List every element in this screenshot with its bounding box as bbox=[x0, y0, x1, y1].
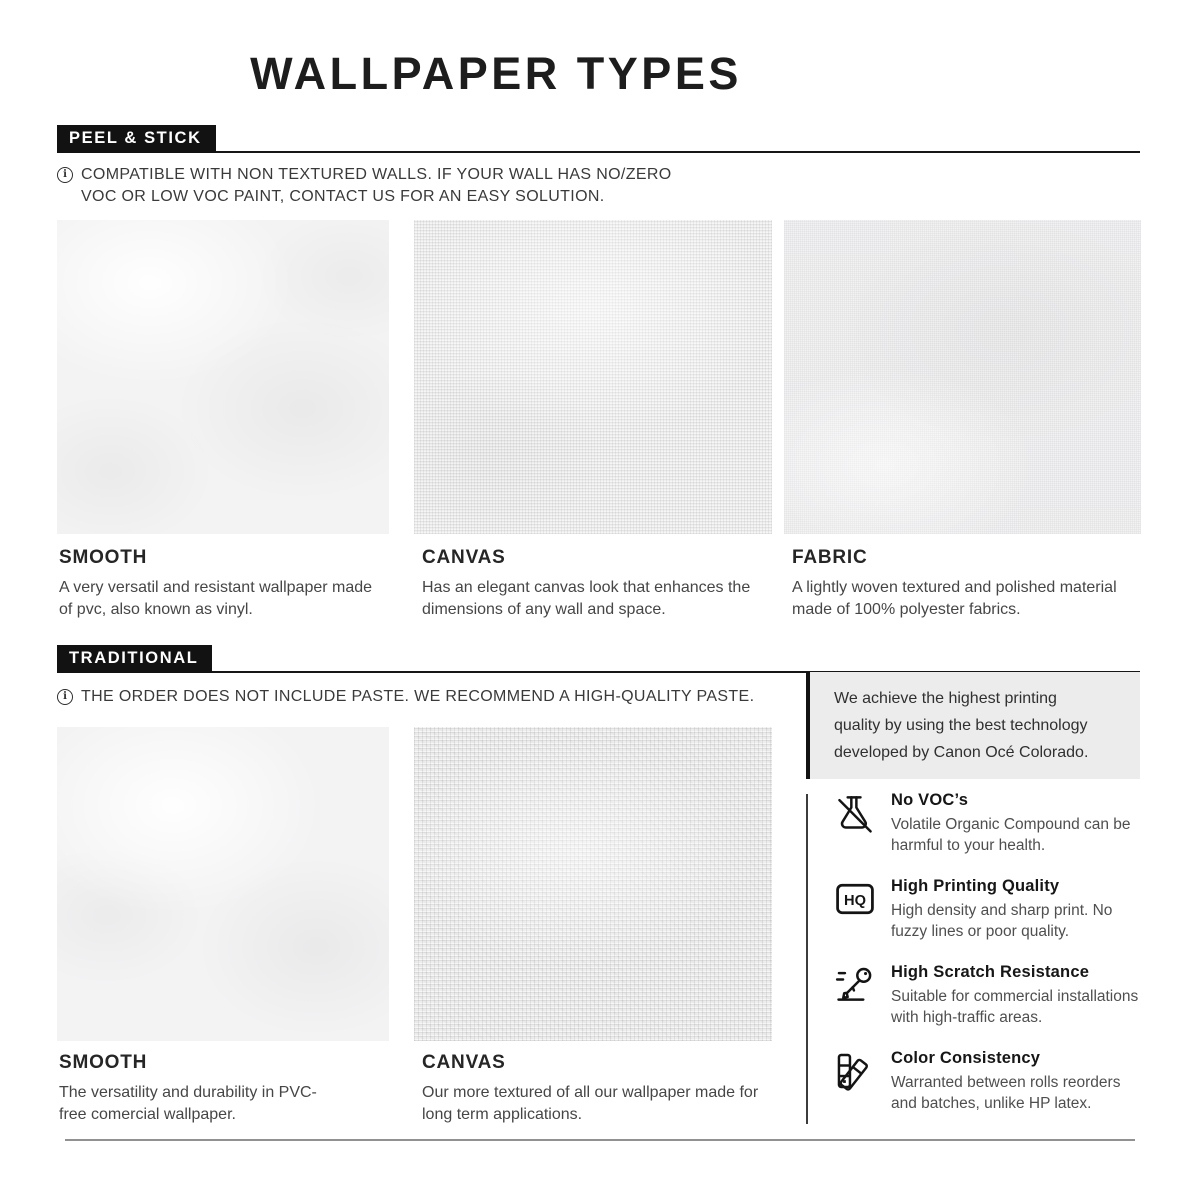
printing-quality-quote bbox=[806, 672, 1140, 779]
feature-description: Volatile Organic Compound can be harmful to your health. bbox=[891, 816, 1131, 854]
svg-text:HQ: HQ bbox=[844, 892, 866, 909]
feature-text bbox=[891, 876, 1142, 942]
traditional-section-label: TRADITIONAL bbox=[57, 645, 212, 673]
quote-line: quality by using the best technology bbox=[834, 717, 1088, 734]
swatch-description: A very versatil and resistant wallpaper made of pvc, also known as vinyl. bbox=[59, 579, 373, 618]
traditional-canvas-caption bbox=[422, 1052, 774, 1125]
feature-text bbox=[891, 790, 1142, 856]
peel-stick-canvas-swatch-image bbox=[414, 220, 772, 534]
info-icon: i bbox=[57, 689, 73, 705]
swatch-title: FABRIC bbox=[792, 547, 868, 568]
swatch-description: Has an elegant canvas look that enhances the dimensions of any wall and space. bbox=[422, 579, 751, 618]
peel-stick-note-text bbox=[81, 164, 672, 208]
feature-text bbox=[891, 1048, 1142, 1114]
swatch-title: SMOOTH bbox=[59, 1052, 148, 1073]
peel-stick-smooth-caption bbox=[59, 547, 389, 620]
features-divider-line bbox=[806, 794, 808, 1124]
feature-description: High density and sharp print. No fuzzy lines or poor quality. bbox=[891, 902, 1113, 940]
no-voc-flask-icon bbox=[832, 790, 878, 836]
page-title: WALLPAPER TYPES bbox=[250, 48, 742, 99]
peel-stick-section-rule bbox=[57, 126, 1140, 153]
swatch-description: Our more textured of all our wallpaper made for long term applications. bbox=[422, 1084, 759, 1123]
bottom-divider-line bbox=[65, 1139, 1135, 1141]
feature-high-scratch-resistance bbox=[832, 962, 1142, 1028]
swatch-title: CANVAS bbox=[422, 547, 506, 568]
traditional-smooth-caption bbox=[59, 1052, 389, 1125]
swatch-description: A lightly woven textured and polished material made of 100% polyester fabrics. bbox=[792, 579, 1117, 618]
peel-stick-fabric-caption bbox=[792, 547, 1144, 620]
hq-badge-icon bbox=[832, 876, 878, 922]
feature-text bbox=[891, 962, 1142, 1028]
color-swatch-fan-icon bbox=[832, 1048, 878, 1094]
note-line: THE ORDER DOES NOT INCLUDE PASTE. WE RECOMMEND A HIGH-QUALITY PASTE. bbox=[81, 688, 755, 705]
feature-description: Suitable for commercial installations with high-traffic areas. bbox=[891, 988, 1139, 1026]
traditional-smooth-swatch-image bbox=[57, 727, 389, 1041]
feature-no-voc bbox=[832, 790, 1142, 856]
traditional-note bbox=[57, 686, 754, 708]
features-list bbox=[832, 790, 1142, 1134]
note-line: VOC OR LOW VOC PAINT, CONTACT US FOR AN EASY SOLUTION. bbox=[81, 188, 605, 205]
quote-line: developed by Canon Océ Colorado. bbox=[834, 744, 1089, 761]
peel-stick-section-label: PEEL & STICK bbox=[57, 125, 216, 153]
feature-color-consistency bbox=[832, 1048, 1142, 1114]
feature-title: Color Consistency bbox=[891, 1049, 1041, 1067]
feature-title: High Printing Quality bbox=[891, 877, 1060, 895]
quote-line: We achieve the highest printing bbox=[834, 690, 1057, 707]
note-line: COMPATIBLE WITH NON TEXTURED WALLS. IF YOUR WALL HAS NO/ZERO bbox=[81, 166, 672, 183]
traditional-canvas-swatch-image bbox=[414, 727, 772, 1041]
traditional-section-rule bbox=[57, 646, 1140, 673]
peel-stick-fabric-swatch-image bbox=[784, 220, 1141, 534]
traditional-note-text bbox=[81, 686, 754, 708]
peel-stick-smooth-swatch-image bbox=[57, 220, 389, 534]
swatch-title: CANVAS bbox=[422, 1052, 506, 1073]
swatch-description: The versatility and durability in PVC-free comercial wallpaper. bbox=[59, 1084, 317, 1123]
peel-stick-note bbox=[57, 164, 672, 208]
feature-description: Warranted between rolls reorders and batches, unlike HP latex. bbox=[891, 1074, 1121, 1112]
peel-stick-canvas-caption bbox=[422, 547, 774, 620]
feature-title: High Scratch Resistance bbox=[891, 963, 1090, 981]
swatch-title: SMOOTH bbox=[59, 547, 148, 568]
scratch-resistant-key-icon bbox=[832, 962, 878, 1008]
feature-title: No VOC’s bbox=[891, 791, 969, 809]
info-icon: i bbox=[57, 167, 73, 183]
feature-high-printing-quality bbox=[832, 876, 1142, 942]
